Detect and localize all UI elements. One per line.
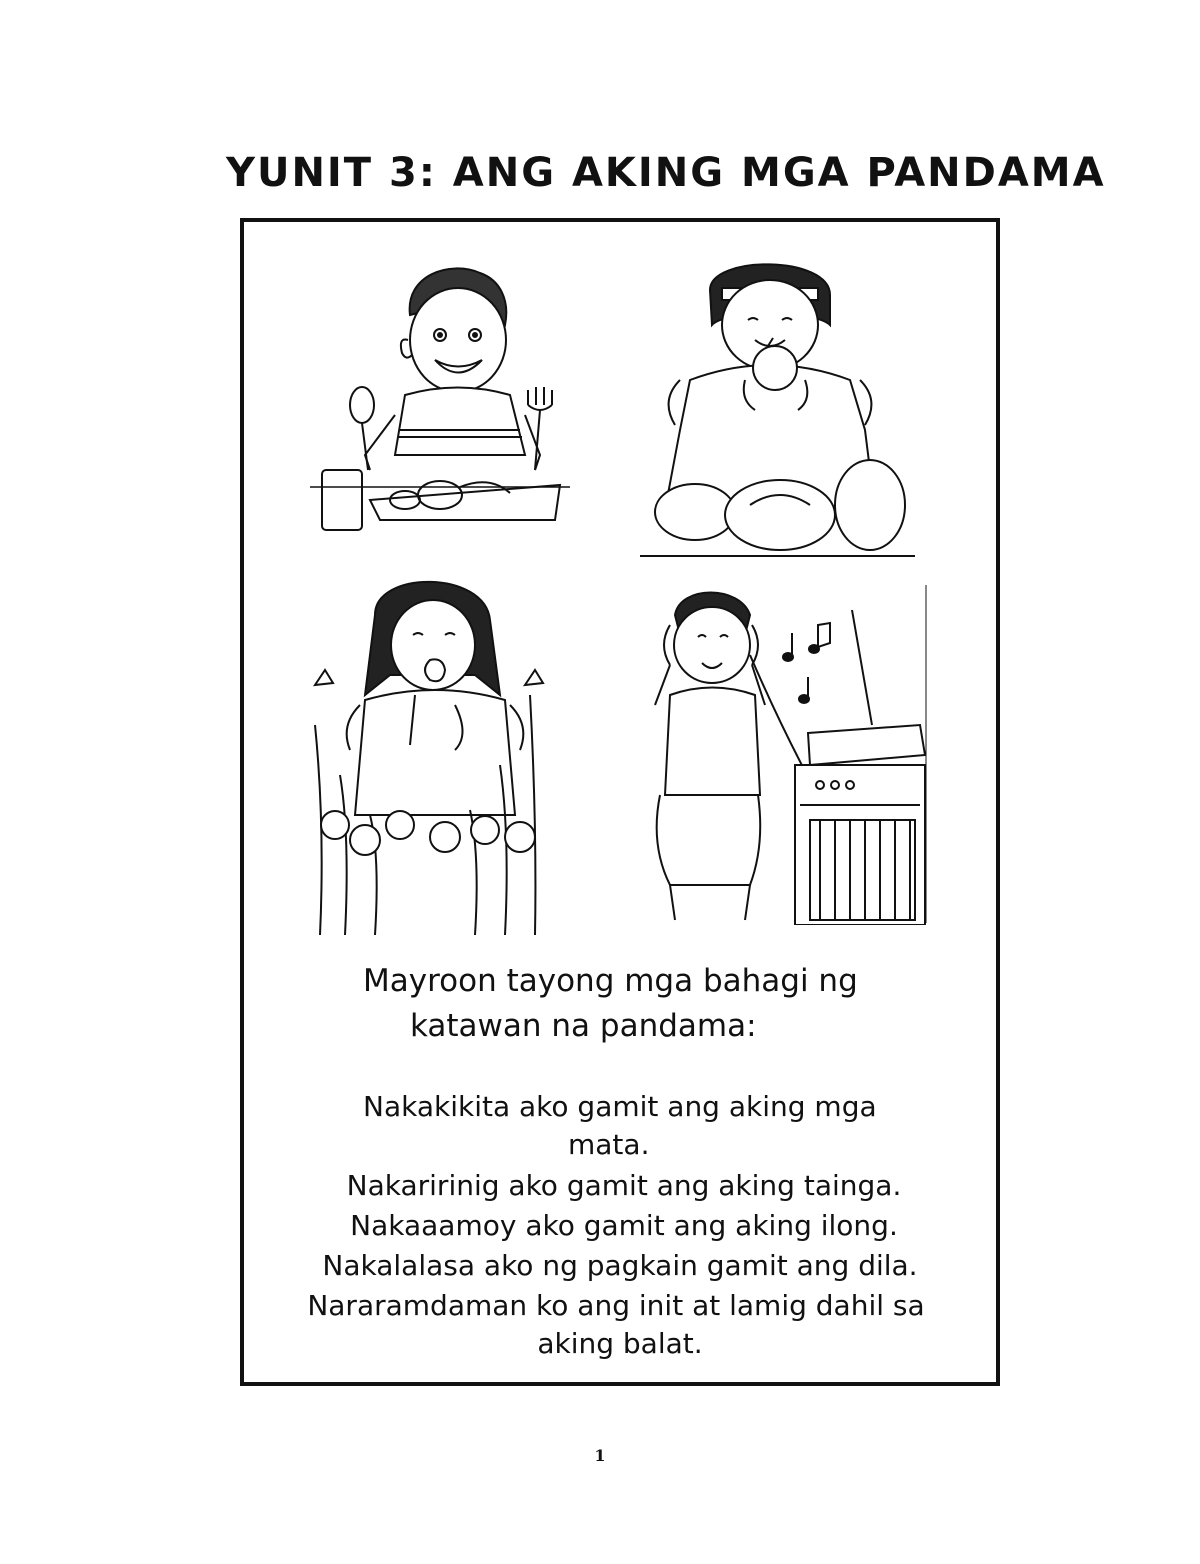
intro-line-2: katawan na pandama: [410, 1008, 757, 1044]
sense-line-sight-2: mata. [568, 1128, 650, 1161]
sense-line-touch-1: Nararamdaman ko ang init at lamig dahil sa [307, 1289, 925, 1322]
sense-line-touch-2: aking balat. [537, 1327, 703, 1360]
listening-boy-illustration [640, 585, 930, 925]
sense-line-hearing: Nakaririnig ako gamit ang aking tainga. [346, 1169, 902, 1202]
sense-line-sight-1: Nakakikita ako gamit ang aking mga [363, 1090, 877, 1123]
eating-boy-illustration [310, 255, 570, 545]
intro-line-1: Mayroon tayong mga bahagi ng [363, 963, 858, 999]
page-title: YUNIT 3: ANG AKING MGA PANDAMA [226, 150, 1106, 196]
tasting-girl-illustration [640, 250, 920, 562]
page-number: 1 [594, 1446, 606, 1465]
sense-line-taste: Nakalalasa ako ng pagkain gamit ang dila. [322, 1249, 918, 1282]
sense-line-smell: Nakaaamoy ako gamit ang aking ilong. [350, 1209, 898, 1242]
smelling-girl-illustration [305, 575, 545, 937]
